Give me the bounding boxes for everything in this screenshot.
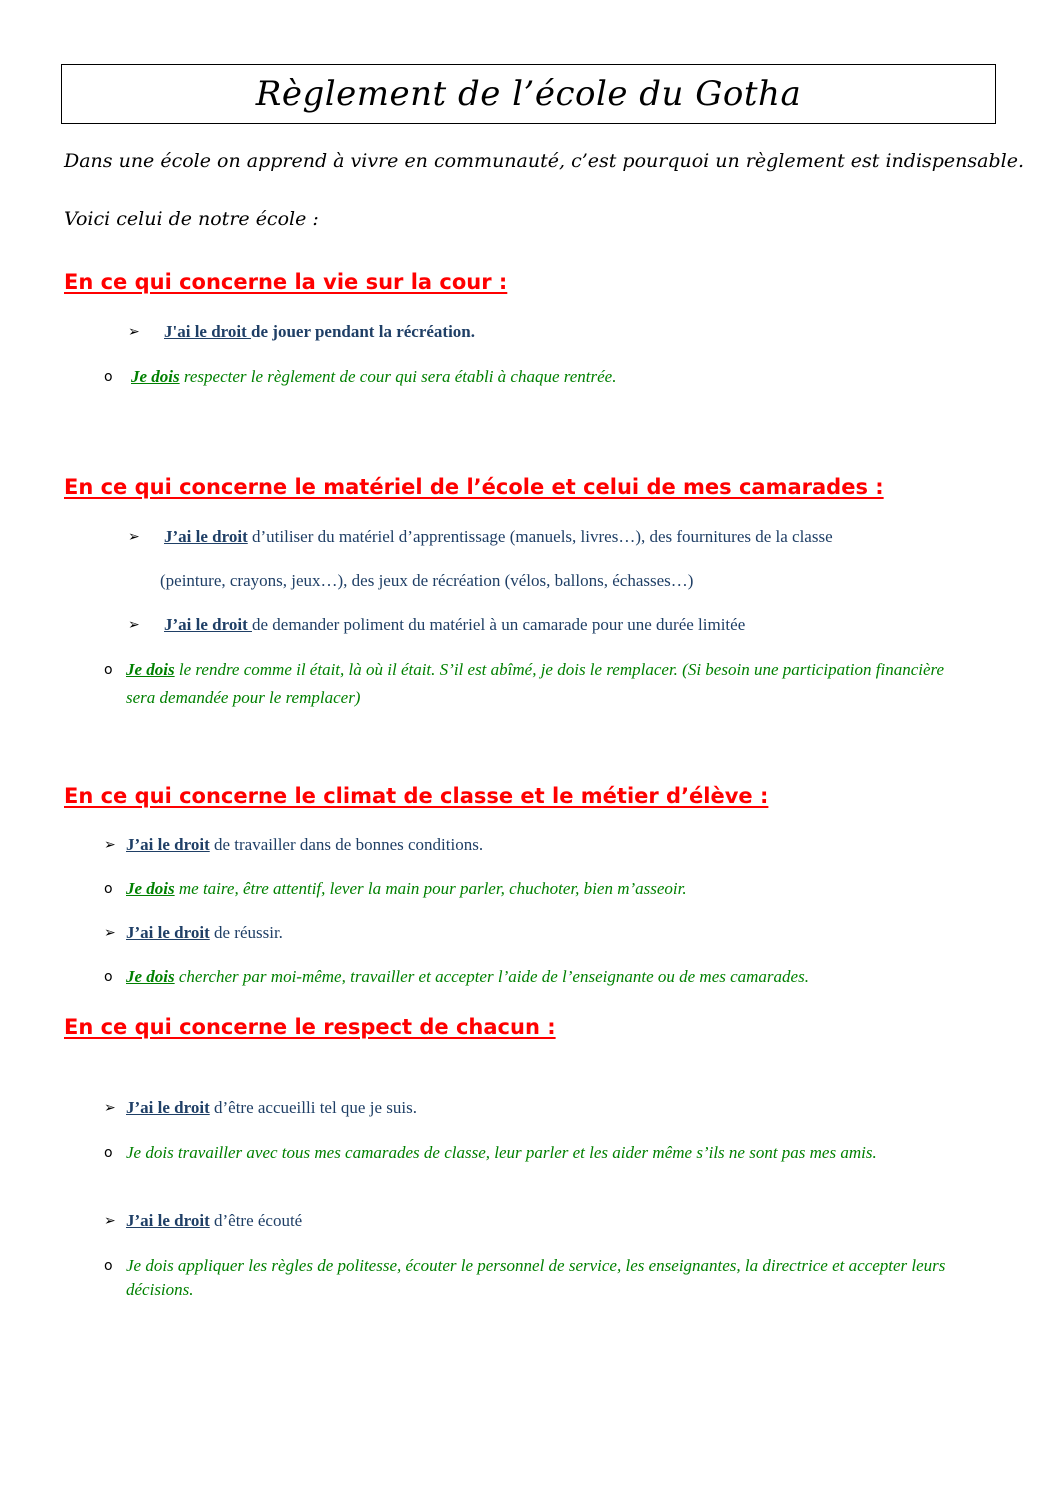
circle-bullet-icon: o	[104, 969, 113, 985]
rule-right-text: de travailler dans de bonnes conditions.	[209, 835, 484, 854]
rule-duty-text: le rendre comme il était, là où il était. S’il est abîmé, je dois le remplacer. (Si besoin une participation financière sera demandée pour le remplacer)	[126, 660, 945, 707]
section-heading-cour: En ce qui concerne la vie sur la cour :	[64, 270, 508, 294]
arrow-bullet-icon: ➢	[128, 617, 140, 633]
circle-bullet-icon: o	[104, 881, 113, 897]
rule-duty	[126, 879, 687, 899]
rule-duty-lead: Je dois	[131, 367, 180, 386]
rule-right	[126, 1211, 302, 1231]
circle-bullet-icon: o	[104, 1258, 113, 1274]
rule-duty-text: respecter le règlement de cour qui sera établi à chaque rentrée.	[179, 367, 617, 386]
rule-duty: Je dois appliquer les règles de politesse, écouter le personnel de service, les enseignantes, la directrice et accepter leurs décisions.	[126, 1256, 946, 1299]
rule-duty	[126, 967, 809, 987]
section-heading-climat: En ce qui concerne le climat de classe et le métier d’élève :	[64, 784, 769, 808]
rule-duty-lead: Je dois	[126, 660, 175, 679]
section-heading-respect: En ce qui concerne le respect de chacun :	[64, 1015, 556, 1039]
rule-right-lead: J’ai le droit	[164, 527, 248, 546]
rule-right-text: d’être écouté	[209, 1211, 303, 1230]
arrow-bullet-icon: ➢	[104, 837, 116, 853]
rule-right-lead: J'ai le droit	[164, 322, 252, 341]
circle-bullet-icon: o	[104, 1145, 113, 1161]
rule-right-lead: J’ai le droit	[126, 1211, 210, 1230]
title-box	[61, 64, 996, 124]
rule-right-text: d’être accueilli tel que je suis.	[209, 1098, 417, 1117]
rule-right	[126, 1098, 417, 1118]
rule-right-lead: J’ai le droit	[126, 1098, 210, 1117]
rule-duty-text: chercher par moi-même, travailler et accepter l’aide de l’enseignante ou de mes camarades.	[174, 967, 809, 986]
rule-right-text: de jouer pendant la récréation.	[251, 322, 476, 341]
rule-duty	[126, 656, 966, 712]
rule-right	[126, 923, 283, 943]
rule-right	[126, 835, 483, 855]
rule-duty	[131, 367, 616, 387]
section-heading-materiel: En ce qui concerne le matériel de l’école et celui de mes camarades :	[64, 475, 884, 499]
rule-right-continuation: (peinture, crayons, jeux…), des jeux de récréation (vélos, ballons, échasses…)	[160, 571, 694, 590]
rule-right	[164, 527, 833, 547]
rule-right	[164, 322, 475, 342]
arrow-bullet-icon: ➢	[104, 925, 116, 941]
circle-bullet-icon: o	[104, 662, 113, 678]
rule-right	[164, 615, 745, 635]
page-title: Règlement de l’école du Gotha	[255, 74, 802, 114]
rule-right-lead: J’ai le droit	[126, 835, 210, 854]
intro-text: Dans une école on apprend à vivre en communauté, c’est pourquoi un règlement est indispensable.	[64, 150, 1025, 172]
arrow-bullet-icon: ➢	[104, 1100, 116, 1116]
rule-right-text: de demander poliment du matériel à un camarade pour une durée limitée	[251, 615, 746, 634]
rule-duty: Je dois travailler avec tous mes camarades de classe, leur parler et les aider même s’ils ne sont pas mes amis.	[126, 1143, 877, 1162]
rule-right-lead: J’ai le droit	[164, 615, 252, 634]
rule-right-text: de réussir.	[209, 923, 283, 942]
arrow-bullet-icon: ➢	[128, 324, 140, 340]
arrow-bullet-icon: ➢	[104, 1213, 116, 1229]
rule-duty-text: me taire, être attentif, lever la main pour parler, chuchoter, bien m’asseoir.	[174, 879, 687, 898]
intro-text-2: Voici celui de notre école :	[64, 208, 319, 230]
circle-bullet-icon: o	[104, 369, 113, 385]
rule-right-text: d’utiliser du matériel d’apprentissage (manuels, livres…), des fournitures de la classe	[247, 527, 833, 546]
rule-duty-lead: Je dois	[126, 967, 175, 986]
arrow-bullet-icon: ➢	[128, 529, 140, 545]
rule-duty-lead: Je dois	[126, 879, 175, 898]
rule-right-lead: J’ai le droit	[126, 923, 210, 942]
